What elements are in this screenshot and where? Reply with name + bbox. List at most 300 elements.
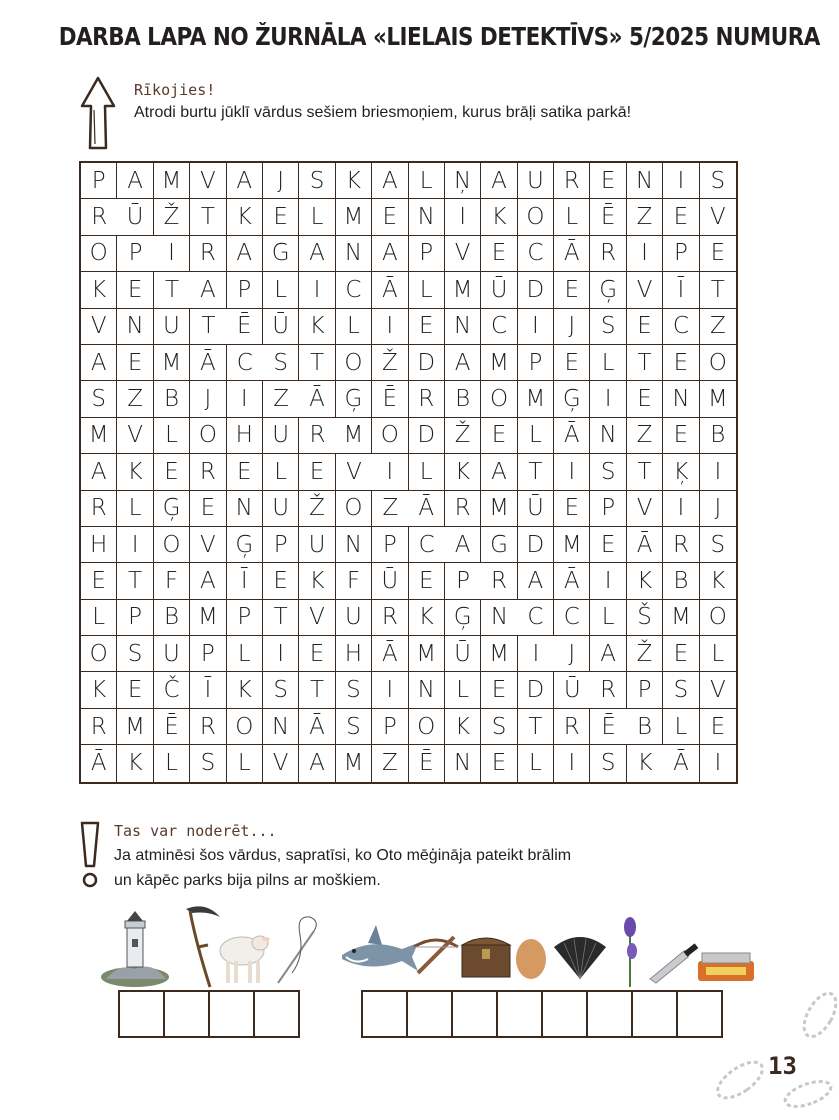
grid-letter[interactable]: M [117,709,153,745]
grid-letter[interactable]: L [590,345,626,381]
grid-letter[interactable]: O [700,600,736,636]
grid-letter[interactable]: S [590,745,626,781]
grid-letter[interactable]: G [263,236,299,272]
grid-letter[interactable]: B [154,381,190,417]
grid-letter[interactable]: Ī [663,272,699,308]
grid-letter[interactable]: A [372,236,408,272]
grid-letter[interactable]: L [445,672,481,708]
grid-letter[interactable]: K [409,600,445,636]
grid-letter[interactable]: R [190,709,226,745]
grid-letter[interactable]: B [627,709,663,745]
grid-letter[interactable]: A [299,236,335,272]
grid-letter[interactable]: R [409,381,445,417]
grid-letter[interactable]: I [590,381,626,417]
grid-letter[interactable]: E [554,345,590,381]
grid-letter[interactable]: E [154,454,190,490]
grid-letter[interactable]: C [518,236,554,272]
grid-letter[interactable]: V [700,672,736,708]
grid-letter[interactable]: L [154,418,190,454]
grid-letter[interactable]: T [190,309,226,345]
grid-letter[interactable]: M [554,527,590,563]
grid-letter[interactable]: P [227,600,263,636]
grid-letter[interactable]: I [445,199,481,235]
grid-letter[interactable]: L [263,272,299,308]
grid-letter[interactable]: R [554,163,590,199]
grid-letter[interactable]: V [299,600,335,636]
grid-letter[interactable]: O [81,636,117,672]
grid-letter[interactable]: A [227,163,263,199]
grid-letter[interactable]: I [372,672,408,708]
grid-letter[interactable]: O [518,199,554,235]
grid-letter[interactable]: K [117,745,153,781]
grid-letter[interactable]: E [481,672,517,708]
grid-letter[interactable]: K [445,709,481,745]
grid-letter[interactable]: L [227,636,263,672]
grid-letter[interactable]: Ē [409,745,445,781]
grid-letter[interactable]: V [81,309,117,345]
grid-letter[interactable]: P [263,527,299,563]
grid-letter[interactable]: M [81,418,117,454]
grid-letter[interactable]: Ā [299,381,335,417]
grid-letter[interactable]: N [627,163,663,199]
grid-letter[interactable]: E [663,418,699,454]
grid-letter[interactable]: Ģ [590,272,626,308]
grid-letter[interactable]: Ž [154,199,190,235]
grid-letter[interactable]: P [663,236,699,272]
grid-letter[interactable]: A [299,745,335,781]
grid-letter[interactable]: Ā [372,272,408,308]
grid-letter[interactable]: I [554,454,590,490]
grid-letter[interactable]: Ģ [336,381,372,417]
grid-letter[interactable]: O [154,527,190,563]
grid-letter[interactable]: L [409,454,445,490]
grid-letter[interactable]: E [554,491,590,527]
grid-letter[interactable]: V [445,236,481,272]
grid-letter[interactable]: T [518,709,554,745]
answer-box[interactable] [118,990,165,1038]
grid-letter[interactable]: R [372,600,408,636]
grid-letter[interactable]: Z [117,381,153,417]
grid-letter[interactable]: K [117,454,153,490]
grid-letter[interactable]: Ē [154,709,190,745]
grid-letter[interactable]: I [154,236,190,272]
grid-letter[interactable]: I [714,750,722,777]
grid-letter[interactable]: I [227,381,263,417]
grid-letter[interactable]: I [663,163,699,199]
grid-letter[interactable]: M [336,199,372,235]
grid-letter[interactable]: C [518,600,554,636]
answer-boxes-right[interactable] [361,990,721,1038]
grid-letter[interactable]: A [518,563,554,599]
grid-letter[interactable]: M [190,600,226,636]
grid-letter[interactable]: P [227,272,263,308]
grid-letter[interactable]: A [481,163,517,199]
grid-letter[interactable]: Z [372,491,408,527]
grid-letter[interactable]: L [409,163,445,199]
grid-letter[interactable]: Ā [299,709,335,745]
grid-letter[interactable]: O [336,491,372,527]
grid-letter[interactable]: R [299,418,335,454]
grid-letter[interactable]: P [81,163,117,199]
grid-letter[interactable]: I [663,491,699,527]
grid-letter[interactable]: Ā [554,236,590,272]
grid-letter[interactable]: I [372,309,408,345]
grid-letter[interactable]: I [263,636,299,672]
grid-letter[interactable]: N [445,745,481,781]
answer-box[interactable] [163,990,210,1038]
grid-letter[interactable]: D [518,527,554,563]
grid-letter[interactable]: O [227,709,263,745]
grid-letter[interactable]: P [117,236,153,272]
grid-letter[interactable]: V [627,491,663,527]
grid-letter[interactable]: P [518,345,554,381]
grid-letter[interactable]: Z [627,199,663,235]
grid-letter[interactable]: L [227,745,263,781]
grid-letter[interactable]: Ģ [554,381,590,417]
grid-letter[interactable]: T [627,345,663,381]
grid-letter[interactable]: Ž [372,345,408,381]
grid-letter[interactable]: M [481,636,517,672]
grid-letter[interactable]: R [554,709,590,745]
grid-letter[interactable]: I [372,454,408,490]
grid-letter[interactable]: U [263,491,299,527]
grid-letter[interactable]: Ū [372,563,408,599]
grid-letter[interactable]: Ņ [445,163,481,199]
grid-letter[interactable]: N [409,672,445,708]
grid-letter[interactable]: C [336,272,372,308]
grid-letter[interactable]: T [299,345,335,381]
grid-letter[interactable]: V [627,272,663,308]
grid-letter[interactable]: T [299,672,335,708]
grid-letter[interactable]: K [299,309,335,345]
grid-letter[interactable]: E [627,309,663,345]
grid-letter[interactable]: N [481,600,517,636]
grid-letter[interactable]: Ķ [663,454,699,490]
grid-letter[interactable]: L [663,709,699,745]
grid-letter[interactable]: C [481,309,517,345]
grid-letter[interactable]: Ā [554,418,590,454]
grid-letter[interactable]: U [154,309,190,345]
grid-letter[interactable]: Ā [663,745,699,781]
grid-letter[interactable]: S [590,454,626,490]
grid-letter[interactable]: E [263,199,299,235]
grid-letter[interactable]: Ū [445,636,481,672]
grid-letter[interactable]: K [700,563,736,599]
grid-letter[interactable]: Z [627,418,663,454]
grid-letter[interactable]: S [700,527,736,563]
grid-letter[interactable]: V [190,163,226,199]
grid-letter[interactable]: P [117,600,153,636]
grid-letter[interactable]: A [81,345,117,381]
grid-letter[interactable]: E [481,236,517,272]
grid-letter[interactable]: Ī [227,563,263,599]
grid-letter[interactable]: M [700,381,736,417]
grid-letter[interactable]: A [117,163,153,199]
grid-letter[interactable]: Č [154,672,190,708]
grid-letter[interactable]: V [263,745,299,781]
grid-letter[interactable]: Ā [554,563,590,599]
grid-letter[interactable]: S [481,709,517,745]
grid-letter[interactable]: T [154,272,190,308]
grid-letter[interactable]: N [445,309,481,345]
grid-letter[interactable]: N [336,527,372,563]
answer-box[interactable] [253,990,300,1038]
grid-letter[interactable]: Ē [227,309,263,345]
grid-letter[interactable]: V [117,418,153,454]
grid-letter[interactable]: S [336,709,372,745]
grid-letter[interactable]: T [117,563,153,599]
grid-letter[interactable]: I [299,272,335,308]
grid-letter[interactable]: I [700,454,736,490]
grid-letter[interactable]: D [409,418,445,454]
grid-letter[interactable]: R [81,709,117,745]
grid-letter[interactable]: A [372,163,408,199]
grid-letter[interactable]: Ū [554,672,590,708]
grid-letter[interactable]: E [372,199,408,235]
grid-letter[interactable]: Ē [590,709,626,745]
grid-letter[interactable]: Z [263,381,299,417]
grid-letter[interactable]: J [554,309,590,345]
grid-letter[interactable]: H [336,636,372,672]
grid-letter[interactable]: D [518,272,554,308]
grid-letter[interactable]: M [445,272,481,308]
grid-letter[interactable]: Ī [190,672,226,708]
grid-letter[interactable]: K [227,199,263,235]
grid-letter[interactable]: H [81,527,117,563]
grid-letter[interactable]: S [336,672,372,708]
grid-letter[interactable]: C [227,345,263,381]
grid-letter[interactable]: C [663,309,699,345]
grid-letter[interactable]: L [409,272,445,308]
grid-letter[interactable]: S [263,345,299,381]
grid-letter[interactable]: M [518,381,554,417]
grid-letter[interactable]: B [445,381,481,417]
grid-letter[interactable]: U [299,527,335,563]
grid-letter[interactable]: I [554,745,590,781]
grid-letter[interactable]: D [518,672,554,708]
grid-letter[interactable]: L [81,600,117,636]
grid-letter[interactable]: P [372,527,408,563]
answer-box[interactable] [406,990,453,1038]
grid-letter[interactable]: T [190,199,226,235]
grid-letter[interactable]: E [117,345,153,381]
grid-letter[interactable]: K [336,163,372,199]
answer-box[interactable] [541,990,588,1038]
grid-letter[interactable]: Z [372,745,408,781]
grid-letter[interactable]: E [263,563,299,599]
grid-letter[interactable]: I [590,563,626,599]
grid-letter[interactable]: Ū [117,199,153,235]
grid-letter[interactable]: L [154,745,190,781]
answer-box[interactable] [208,990,255,1038]
grid-letter[interactable]: Ā [409,491,445,527]
grid-letter[interactable]: D [409,345,445,381]
grid-letter[interactable]: A [227,236,263,272]
grid-letter[interactable]: E [299,636,335,672]
grid-letter[interactable]: L [554,199,590,235]
grid-letter[interactable]: E [117,672,153,708]
grid-letter[interactable]: P [445,563,481,599]
grid-letter[interactable]: A [481,454,517,490]
grid-letter[interactable]: R [81,491,117,527]
grid-letter[interactable]: A [81,454,117,490]
grid-letter[interactable]: R [590,672,626,708]
grid-letter[interactable]: S [590,309,626,345]
grid-letter[interactable]: A [590,636,626,672]
grid-letter[interactable]: E [663,636,699,672]
grid-letter[interactable]: E [627,381,663,417]
grid-letter[interactable]: M [663,600,699,636]
grid-letter[interactable]: M [336,418,372,454]
grid-letter[interactable]: A [445,527,481,563]
grid-letter[interactable]: V [190,527,226,563]
grid-letter[interactable]: M [481,345,517,381]
grid-letter[interactable]: V [336,454,372,490]
grid-letter[interactable]: E [299,454,335,490]
grid-letter[interactable]: I [117,527,153,563]
grid-letter[interactable]: E [117,272,153,308]
grid-letter[interactable]: O [700,345,736,381]
grid-letter[interactable]: I [518,309,554,345]
grid-letter[interactable]: L [590,600,626,636]
answer-box[interactable] [361,990,408,1038]
grid-letter[interactable]: K [299,563,335,599]
grid-letter[interactable]: I [627,236,663,272]
grid-letter[interactable]: R [81,199,117,235]
grid-letter[interactable]: P [409,236,445,272]
grid-letter[interactable]: P [627,672,663,708]
grid-letter[interactable]: N [227,491,263,527]
grid-letter[interactable]: L [336,309,372,345]
grid-letter[interactable]: P [372,709,408,745]
grid-letter[interactable]: L [700,636,736,672]
grid-letter[interactable]: Ž [299,491,335,527]
grid-letter[interactable]: E [481,418,517,454]
grid-letter[interactable]: O [481,381,517,417]
grid-letter[interactable]: K [81,672,117,708]
grid-letter[interactable]: M [154,163,190,199]
grid-letter[interactable]: U [518,163,554,199]
grid-letter[interactable]: O [409,709,445,745]
answer-box[interactable] [586,990,633,1038]
grid-letter[interactable]: Ā [372,636,408,672]
grid-letter[interactable]: Ģ [227,527,263,563]
grid-letter[interactable]: R [590,236,626,272]
grid-letter[interactable]: A [445,345,481,381]
grid-letter[interactable]: M [481,491,517,527]
grid-letter[interactable]: Ā [81,745,117,781]
grid-letter[interactable]: E [481,745,517,781]
grid-letter[interactable]: N [663,381,699,417]
grid-letter[interactable]: U [154,636,190,672]
grid-letter[interactable]: N [590,418,626,454]
grid-letter[interactable]: O [190,418,226,454]
grid-letter[interactable]: T [518,454,554,490]
grid-letter[interactable]: Š [627,600,663,636]
grid-letter[interactable]: S [299,163,335,199]
grid-letter[interactable]: S [700,163,736,199]
grid-letter[interactable]: Z [700,309,736,345]
grid-letter[interactable]: V [700,199,736,235]
grid-letter[interactable]: S [263,672,299,708]
grid-letter[interactable]: G [481,527,517,563]
grid-letter[interactable]: R [190,236,226,272]
grid-letter[interactable]: E [700,236,736,272]
grid-letter[interactable]: O [372,418,408,454]
grid-letter[interactable]: E [590,527,626,563]
grid-letter[interactable]: I [518,636,554,672]
grid-letter[interactable]: F [154,563,190,599]
grid-letter[interactable]: K [81,272,117,308]
grid-letter[interactable]: M [409,636,445,672]
grid-letter[interactable]: Ū [263,309,299,345]
grid-letter[interactable]: L [299,199,335,235]
grid-letter[interactable]: Ū [481,272,517,308]
grid-letter[interactable]: N [336,236,372,272]
grid-letter[interactable]: U [336,600,372,636]
grid-letter[interactable]: B [154,600,190,636]
grid-letter[interactable]: E [590,163,626,199]
grid-letter[interactable]: L [263,454,299,490]
grid-letter[interactable]: N [409,199,445,235]
grid-letter[interactable]: E [81,563,117,599]
answer-box[interactable] [631,990,678,1038]
grid-letter[interactable]: P [190,636,226,672]
grid-letter[interactable]: K [445,454,481,490]
grid-letter[interactable]: Ģ [445,600,481,636]
grid-letter[interactable]: B [700,418,736,454]
grid-letter[interactable]: Ū [518,491,554,527]
grid-letter[interactable]: B [663,563,699,599]
answer-box[interactable] [496,990,543,1038]
grid-letter[interactable]: A [190,272,226,308]
grid-letter[interactable]: N [263,709,299,745]
grid-letter[interactable]: E [554,272,590,308]
grid-letter[interactable]: E [409,309,445,345]
grid-letter[interactable]: O [336,345,372,381]
grid-letter[interactable]: K [227,672,263,708]
grid-letter[interactable]: O [81,236,117,272]
grid-letter[interactable]: S [81,381,117,417]
grid-letter[interactable]: K [627,563,663,599]
grid-letter[interactable]: E [227,454,263,490]
grid-letter[interactable]: T [627,454,663,490]
grid-letter[interactable]: P [590,491,626,527]
grid-letter[interactable]: S [117,636,153,672]
grid-letter[interactable]: Ē [372,381,408,417]
grid-letter[interactable]: N [117,309,153,345]
grid-letter[interactable]: R [481,563,517,599]
grid-letter[interactable]: Ž [627,636,663,672]
grid-letter[interactable]: A [190,563,226,599]
grid-letter[interactable]: J [263,163,299,199]
grid-letter[interactable]: L [117,491,153,527]
grid-letter[interactable]: T [263,600,299,636]
grid-letter[interactable]: L [518,418,554,454]
grid-letter[interactable]: Ģ [154,491,190,527]
grid-letter[interactable]: J [554,636,590,672]
grid-letter[interactable]: Ž [445,418,481,454]
grid-letter[interactable]: C [554,600,590,636]
grid-letter[interactable]: U [263,418,299,454]
grid-letter[interactable]: S [190,745,226,781]
grid-letter[interactable]: Ē [590,199,626,235]
grid-letter[interactable]: E [190,491,226,527]
answer-box[interactable] [451,990,498,1038]
grid-letter[interactable]: M [154,345,190,381]
grid-letter[interactable]: J [700,491,736,527]
grid-letter[interactable]: T [700,272,736,308]
